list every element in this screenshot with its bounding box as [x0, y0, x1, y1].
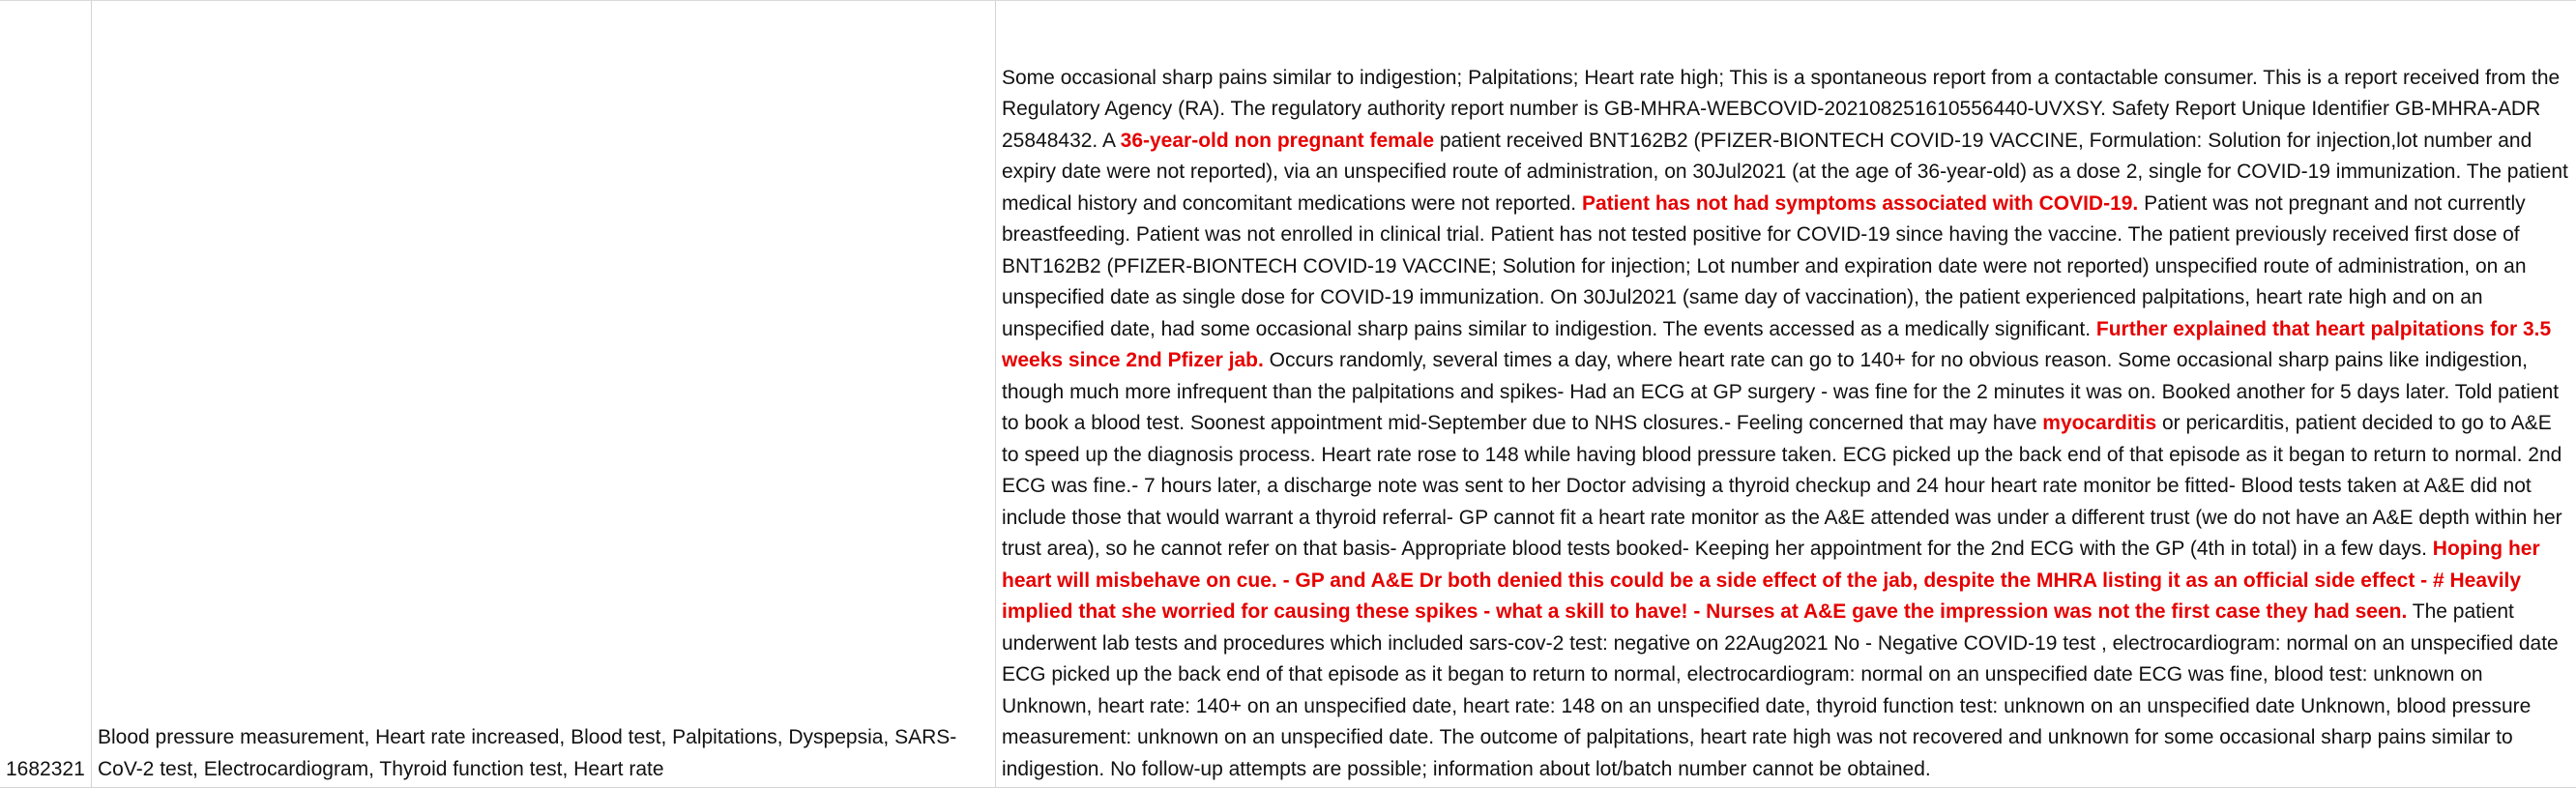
narrative-segment: Occurs randomly, several times a day, where heart rate can go to 140+ for no obvious reason. Some occasional sharp pains like indigestion, though much more infrequent than the palpitations and spikes- Had an ECG at GP surgery - was fine for the 2 minutes it was on. Booked another for 5 days later. Told patient to book a blood test. Soonest appointment mid-September due to NHS closures.- Feeling concerned that may have: [1002, 349, 2560, 434]
narrative-text: [1002, 63, 2570, 786]
narrative-segment: Some occasional sharp pains similar to indigestion; Palpitations; Heart rate high; This is a spontaneous report from a contactable consumer. This is a report received from the Regulatory Agency (RA). The regulatory authority report number is GB-MHRA-WEBCOVID-202108251610556440-UVXSY. Safety Report Unique Identifier GB-MHRA-ADR 25848432. A: [1002, 66, 2561, 152]
narrative-highlight: Further explained that heart palpitations for 3.5 weeks since 2nd Pfizer jab.: [1002, 317, 2552, 371]
narrative-highlight: 36-year-old non pregnant female: [1120, 129, 1435, 152]
cell-report-id[interactable]: [0, 1, 92, 788]
narrative-segment: The patient underwent lab tests and procedures which included sars-cov-2 test: negative on 22Aug2021 No - Negative COVID-19 test , electrocardiogram: normal on an unspecified date ECG picked up the back end of that episode as it began to return to normal, electrocardiogram: normal on an unspecified date ECG was fine, blood test: unknown on Unknown, heart rate: 140+ on an unspecified date, heart rate: 148 on an unspecified date, thyroid function test: unknown on an unspecified date Unknown, blood pressure measurement: unknown on an unspecified date. The outcome of palpitations, heart rate high was not recovered and unknown for some occasional sharp pains similar to indigestion. No follow-up attempts are possible; information about lot/batch number cannot be obtained.: [1002, 600, 2559, 780]
narrative-segment: patient received BNT162B2 (PFIZER-BIONTECH COVID-19 VACCINE, Formulation: Solution for injection,lot number and expiry date were not reported), via an unspecified route of administration, on 30Jul2021 (at the age of 36-year-old) as a dose 2, single for COVID-19 immunization. The patient medical history and concomitant medications were not reported.: [1002, 129, 2568, 215]
symptoms-text: Blood pressure measurement, Heart rate increased, Blood test, Palpitations, Dyspepsia, SARS-CoV-2 test, Electrocardiogram, Thyroid function test, Heart rate: [98, 726, 957, 780]
narrative-segment: or pericarditis, patient decided to go to A&E to speed up the diagnosis process. Heart rate rose to 148 while having blood pressure taken. ECG picked up the back end of that episode as it began to return to normal. 2nd ECG was fine.- 7 hours later, a discharge note was sent to her Doctor advising a thyroid checkup and 24 hour heart rate monitor be fitted- Blood tests taken at A&E did not include those that would warrant a thyroid referral- GP cannot fit a heart rate monitor as the A&E attended was under a different trust (we do not have an A&E depth within her trust area), so he cannot refer on that basis- Appropriate blood tests booked- Keeping her appointment for the 2nd ECG with the GP (4th in total) in a few days.: [1002, 412, 2562, 560]
narrative-highlight: myocarditis: [2042, 412, 2157, 434]
narrative-segment: Patient was not pregnant and not currently breastfeeding. Patient was not enrolled in clinical trial. Patient has not tested positive for COVID-19 since having the vaccine. The patient previously received first dose of BNT162B2 (PFIZER-BIONTECH COVID-19 VACCINE; Solution for injection; Lot number and expiration date were not reported) unspecified route of administration, on an unspecified date as single dose for COVID-19 immunization. On 30Jul2021 (same day of vaccination), the patient experienced palpitations, heart rate high and on an unspecified date, had some occasional sharp pains similar to indigestion. The events accessed as a medically significant.: [1002, 191, 2527, 340]
cell-symptoms[interactable]: [92, 1, 996, 788]
cell-narrative[interactable]: [996, 1, 2576, 788]
table-row: [0, 1, 2576, 788]
report-id-text: 1682321: [6, 757, 85, 780]
narrative-highlight: Patient has not had symptoms associated with COVID-19.: [1581, 191, 2139, 215]
narrative-highlight: Hoping her heart will misbehave on cue. - GP and A&E Dr both denied this could be a side effect of the jab, despite the MHRA listing it as an official side effect - # Heavily implied that she worried for causing these spikes - what a skill to have! - Nurses at A&E gave the impression was not the first case they had seen.: [1002, 538, 2540, 623]
